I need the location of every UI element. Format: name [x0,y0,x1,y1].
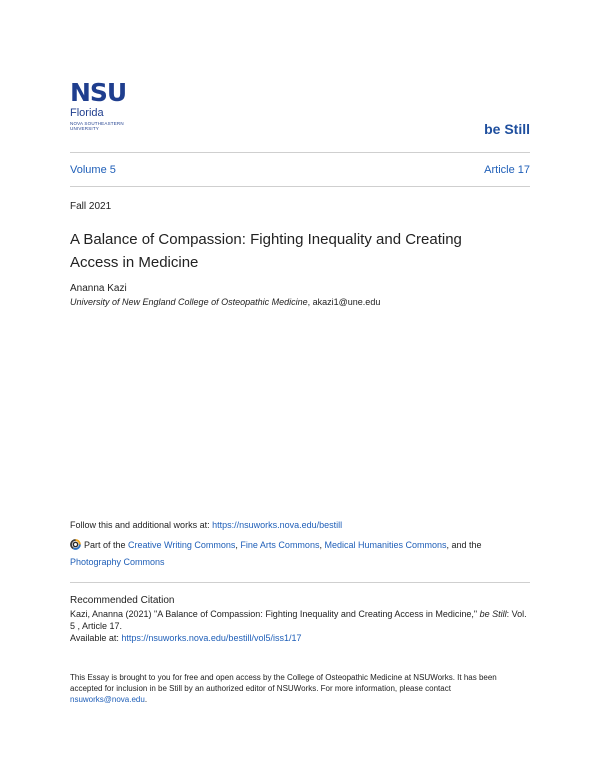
part-of-prefix: Part of the [84,540,129,550]
logo-university-text: NOVA SOUTHEASTERN UNIVERSITY [70,121,124,131]
access-statement-text: This Essay is brought to you for free and open access by the College of Osteopathic Medicine at NSUWorks. It has been accepted for inclusion in be Still by an authorized editor of NSUWorks. For more information, please contact [70,673,497,693]
part-of-and: , and the [446,540,482,550]
author-name: Ananna Kazi [70,283,127,294]
photography-commons-link[interactable]: Photography Commons [70,557,165,567]
citation-divider [70,582,530,583]
creative-writing-commons-link[interactable]: Creative Writing Commons [128,540,236,550]
follow-line [70,520,342,530]
citation-text-part1: Kazi, Ananna (2021) "A Balance of Compassion: Fighting Inequality and Creating Access in Medicine," [70,609,480,619]
affiliation-name: University of New England College of Osteopathic Medicine [70,297,308,307]
access-statement-end: . [144,695,148,704]
publication-date: Fall 2021 [70,201,112,212]
citation-text-part2: : Vol. 5 , Article 17. [70,609,527,631]
access-statement [70,672,530,705]
nsu-florida-logo [70,80,140,131]
volume-link[interactable]: Volume 5 [70,164,116,176]
article-link[interactable]: Article 17 [484,164,530,176]
top-divider [70,152,530,153]
author-affiliation: University of New England College of Osteopathic Medicine, akazi1@une.edu [70,297,381,307]
citation-available-label: Available at: [70,633,122,643]
follow-text: Follow this and additional works at: [70,520,213,530]
fine-arts-commons-link[interactable]: Fine Arts Commons [240,540,320,550]
citation-journal: be Still [479,609,507,619]
network-commons-icon [70,539,81,550]
citation-link[interactable]: https://nsuworks.nova.edu/bestill/vol5/iss1/17 [121,633,302,643]
citation-text [70,608,530,644]
article-title: A Balance of Compassion: Fighting Inequality and Creating Access in Medicine [70,231,462,271]
follow-link[interactable]: https://nsuworks.nova.edu/bestill [212,520,343,530]
logo-florida-text: Florida [70,107,104,119]
logo-nsu-text: NSU [70,78,127,107]
author-email: akazi1@une.edu [312,297,381,307]
journal-name: be Still [484,121,530,137]
medical-humanities-commons-link[interactable]: Medical Humanities Commons [324,540,447,550]
part-of-line: Part of the Creative Writing Commons, Fine Arts Commons, Medical Humanities Commons, and the Photography Commons [70,540,482,567]
citation-heading: Recommended Citation [70,595,175,606]
contact-email-link[interactable]: nsuworks@nova.edu [70,695,145,704]
meta-divider [70,186,530,187]
